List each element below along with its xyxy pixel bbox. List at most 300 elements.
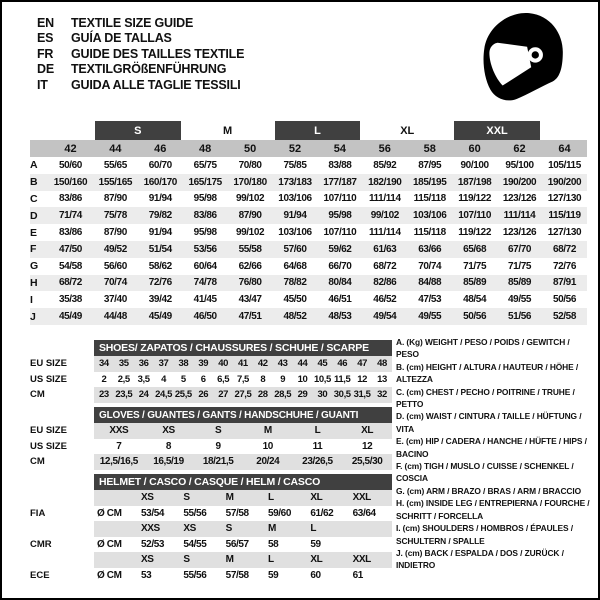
language-title: TEXTILE SIZE GUIDE [71, 16, 194, 30]
size-value-cell: 123/126 [502, 193, 537, 205]
spec-cell: 16,5/19 [144, 454, 194, 470]
size-value-cell: 95/100 [505, 159, 534, 171]
size-value-cell: 111/114 [503, 210, 536, 222]
size-value-cell: 74/78 [193, 277, 217, 289]
spec-row [30, 454, 392, 470]
spec-cell: 45 [312, 356, 332, 372]
size-value-cell: 107/110 [323, 193, 357, 205]
helmet-size-cell: 55/56 [183, 569, 207, 581]
helmet-standard-label: FIA [30, 507, 46, 519]
legend-item: E. (cm) HIP / CADERA / HANCHE / HÜFTE / HIPS / BACINO [396, 436, 587, 459]
size-column-header: 64 [542, 140, 587, 157]
size-value-cell: 190/200 [547, 176, 582, 188]
size-value-cell: 70/74 [103, 277, 127, 289]
spec-row-label: US SIZE [30, 373, 67, 385]
helmet-size-cell: 59 [310, 538, 321, 550]
size-value-cell: 83/86 [58, 193, 82, 205]
spacer-cell [30, 490, 94, 506]
spec-row-label: US SIZE [30, 440, 67, 452]
measurement-row-c [30, 191, 587, 208]
size-value-cell: 165/175 [188, 176, 222, 188]
helmet-section-title: HELMET / CASCO / CASQUE / HELM / CASCO [94, 474, 392, 490]
spec-cell: 28,5 [273, 387, 293, 403]
size-value-cell: 95/98 [328, 210, 352, 222]
gloves-section-title: GLOVES / GUANTES / GANTS / HANDSCHUHE / GUANTI [94, 407, 392, 423]
helmet-size-cell: 54/55 [183, 538, 207, 550]
size-value-cell: 61/63 [373, 243, 397, 255]
size-value-cell: 66/70 [328, 260, 352, 272]
size-value-cell: 127/130 [547, 193, 582, 205]
shoes-section-title: SHOES/ ZAPATOS / CHAUSSURES / SCHUHE / SCARPE [94, 340, 392, 356]
spec-cell: 12 [357, 373, 367, 385]
size-column-header: 54 [317, 140, 362, 157]
spec-cell: 8 [165, 440, 172, 452]
size-value-cell: 150/160 [53, 176, 88, 188]
size-value-cell: 52/58 [552, 311, 576, 323]
helmet-size-cell: 58 [267, 538, 279, 550]
spec-row [30, 439, 392, 455]
helmet-standard-label: CMR [30, 538, 52, 550]
size-value-cell: 71/75 [508, 260, 532, 272]
spec-cell: XL [342, 423, 392, 439]
spec-cell: 12 [361, 440, 373, 452]
helmet-size-label: XXL [350, 552, 392, 568]
spec-cell: 24,5 [154, 387, 174, 403]
helmet-standard-row-cmr [30, 537, 392, 553]
spec-cell: 13 [377, 373, 387, 385]
helmet-size-label: L [307, 521, 349, 537]
spacer-cell [94, 521, 138, 537]
helmet-size-cell: 63/64 [352, 507, 376, 519]
size-group-label-xl: XL [400, 124, 415, 137]
size-value-cell: 91/94 [148, 193, 172, 205]
size-value-cell: 48/53 [328, 311, 352, 323]
size-column-header: 50 [228, 140, 273, 157]
size-value-cell: 87/90 [103, 227, 127, 239]
spec-cell: XXS [94, 423, 144, 439]
size-value-cell: 56/60 [103, 260, 127, 272]
size-value-cell: 49/55 [418, 311, 442, 323]
helmet-size-cell: 56/57 [225, 538, 249, 550]
size-value-cell: 35/38 [58, 294, 82, 306]
size-value-cell: 187/198 [457, 176, 492, 188]
spec-cell: 11,5 [334, 373, 351, 385]
shoes-size-table [30, 340, 392, 403]
spec-cell: 38 [173, 356, 193, 372]
spec-cell: 30,5 [332, 387, 352, 403]
spec-row-label: EU SIZE [30, 425, 67, 437]
measurement-row-i [30, 291, 587, 308]
size-value-cell: 44/48 [103, 311, 127, 323]
spec-cell: 18/21,5 [193, 454, 243, 470]
spec-cell: 2 [101, 373, 107, 385]
spacer-cell [94, 490, 138, 506]
racing-helmet-icon [470, 6, 572, 108]
size-group-label-m: M [223, 124, 233, 137]
measurement-row-e [30, 224, 587, 241]
size-value-cell: 71/75 [463, 260, 487, 272]
size-value-cell: 72/76 [148, 277, 172, 289]
size-value-cell: 55/65 [103, 159, 127, 171]
spec-cell: 5 [180, 373, 186, 385]
size-value-cell: 103/106 [278, 227, 312, 239]
size-value-cell: 63/66 [418, 243, 442, 255]
helmet-size-cell [350, 537, 392, 553]
size-column-header: 48 [183, 140, 228, 157]
spec-cell: 28 [253, 387, 273, 403]
size-value-cell: 65/68 [463, 243, 487, 255]
measurement-row-b [30, 174, 587, 191]
row-label: E [30, 226, 38, 239]
size-group-label-l: L [273, 121, 363, 140]
size-value-cell: 65/75 [193, 159, 217, 171]
spec-cell: 30 [312, 387, 332, 403]
size-value-cell: 54/58 [58, 260, 82, 272]
size-value-cell: 39/42 [148, 294, 172, 306]
spec-cell: 46 [332, 356, 352, 372]
helmet-standard-row-ece [30, 568, 392, 584]
helmet-size-cell: 59 [267, 569, 279, 581]
size-value-cell: 45/49 [58, 311, 82, 323]
size-value-cell: 123/126 [502, 227, 537, 239]
size-value-cell: 47/51 [238, 311, 262, 323]
size-value-cell: 85/92 [373, 159, 397, 171]
textile-size-table [30, 121, 587, 325]
size-value-cell: 99/102 [235, 193, 265, 205]
size-value-cell: 46/50 [193, 311, 217, 323]
spec-cell: 10 [297, 373, 308, 385]
helmet-size-table [30, 474, 392, 583]
legend-item: J. (cm) BACK / ESPALDA / DOS / ZURÜCK / INDIETRO [396, 547, 564, 571]
spec-cell: 26 [193, 387, 213, 403]
spec-row [30, 423, 392, 439]
spec-cell: 27,5 [233, 387, 253, 403]
size-value-cell: 85/89 [463, 277, 487, 289]
legend-item: C. (cm) CHEST / PECHO / POITRINE / TRUHE / PETTO [396, 386, 575, 410]
size-value-cell: 83/86 [58, 227, 82, 239]
size-value-cell: 50/56 [552, 294, 576, 306]
spec-cell: 25,5/30 [342, 454, 392, 470]
spec-cell: 39 [193, 356, 213, 372]
legend-item: D. (cm) WAIST / CINTURA / TAILLE / HÜFTUNG / VITA [396, 411, 582, 434]
helmet-size-label: M [223, 552, 265, 568]
row-label: A [30, 159, 38, 172]
measurement-row-d [30, 207, 587, 224]
size-value-cell: 49/52 [103, 243, 127, 255]
size-value-cell: 64/68 [283, 260, 307, 272]
row-label: F [30, 243, 37, 256]
helmet-size-label: S [180, 490, 222, 506]
row-label: B [30, 176, 38, 189]
size-column-header: 46 [138, 140, 183, 157]
spec-cell: 23 [94, 387, 114, 403]
size-value-cell: 83/86 [193, 210, 217, 222]
legend-item: G. (cm) ARM / BRAZO / BRAS / ARM / BRACCIO [396, 485, 582, 496]
size-value-cell: 111/114 [368, 227, 401, 239]
size-value-cell: 119/122 [458, 227, 491, 239]
size-value-cell: 60/64 [193, 260, 217, 272]
spec-cell: 23/26,5 [293, 454, 343, 470]
helmet-size-label: XXS [138, 521, 180, 537]
size-value-cell: 62/66 [238, 260, 262, 272]
spacer-cell [30, 140, 48, 157]
language-row [37, 31, 244, 46]
size-value-cell: 47/50 [58, 243, 82, 255]
helmet-size-label-row [30, 521, 392, 537]
size-value-cell: 90/100 [460, 159, 489, 171]
language-title: TEXTILGRÖßENFÜHRUNG [71, 62, 227, 77]
size-value-cell: 46/51 [328, 294, 352, 306]
spec-cell: 36 [134, 356, 154, 372]
size-value-cell: 185/195 [413, 176, 447, 188]
helmet-size-cell: 61/62 [310, 507, 334, 519]
spec-cell: 20/24 [243, 454, 293, 470]
spacer-cell [94, 552, 138, 568]
size-value-cell: 57/60 [283, 243, 307, 255]
gloves-size-table [30, 407, 392, 470]
spec-cell: 44 [293, 356, 313, 372]
size-value-cell: 70/80 [238, 159, 262, 171]
language-code: DE [37, 62, 54, 77]
spec-cell: 48 [372, 356, 392, 372]
spec-row [30, 387, 392, 403]
section-title-row [30, 407, 392, 423]
size-value-cell: 72/76 [552, 260, 576, 272]
spec-cell: 9 [280, 373, 286, 385]
size-value-cell: 45/49 [148, 311, 172, 323]
legend-item: I. (cm) SHOULDERS / HOMBROS / ÉPAULES / SCHULTERN / SPALLE [396, 523, 573, 546]
size-value-cell: 75/78 [103, 210, 127, 222]
measurement-row-g [30, 258, 587, 275]
spec-cell: 4 [161, 373, 166, 385]
helmet-size-cell: 52/53 [141, 538, 165, 550]
size-column-header: 42 [48, 140, 93, 157]
helmet-size-label: XL [307, 552, 349, 568]
language-row [37, 16, 244, 31]
size-value-cell: 80/84 [328, 277, 352, 289]
spec-row-label: CM [30, 456, 45, 468]
legend-item: H. (cm) INSIDE LEG / ENTREPIERNA / FOURCHE / SCHRITT / FORCELLA [396, 498, 590, 521]
row-label: C [30, 192, 38, 205]
measurement-row-f [30, 241, 587, 258]
spec-cell: 9 [215, 440, 221, 452]
size-column-header: 52 [273, 140, 318, 157]
helmet-size-label: XXL [350, 490, 392, 506]
size-value-cell: 49/55 [508, 294, 532, 306]
language-row [37, 47, 244, 62]
helmet-size-cell: 59/60 [267, 507, 292, 519]
spec-cell: 31,5 [352, 387, 372, 403]
size-value-cell: 115/119 [548, 210, 581, 222]
size-group-label-s: S [93, 121, 183, 140]
size-value-cell: 82/86 [373, 277, 397, 289]
spec-cell: 25,5 [173, 387, 193, 403]
size-value-cell: 49/54 [373, 311, 397, 323]
size-value-cell: 58/62 [148, 260, 172, 272]
size-number-row [30, 140, 587, 157]
size-value-cell: 107/110 [458, 210, 491, 222]
helmet-size-label: L [265, 490, 307, 506]
helmet-size-label-row [30, 552, 392, 568]
helmet-size-cell: 61 [352, 569, 363, 581]
helmet-standard-label: ECE [30, 569, 50, 581]
spec-cell: 12,5/16,5 [94, 454, 144, 470]
spec-cell: 34 [94, 356, 114, 372]
size-column-header: 60 [452, 140, 497, 157]
helmet-standard-row-fia [30, 506, 392, 522]
spec-row-label: EU SIZE [30, 358, 67, 370]
size-value-cell: 71/74 [58, 210, 82, 222]
spec-cell: 42 [253, 356, 273, 372]
language-row [37, 78, 244, 93]
size-value-cell: 41/45 [193, 294, 217, 306]
size-value-cell: 170/180 [233, 176, 267, 188]
helmet-size-label: XL [307, 490, 349, 506]
helmet-size-label: XS [180, 521, 222, 537]
spec-cell: 37 [154, 356, 174, 372]
size-value-cell: 91/94 [283, 210, 307, 222]
helmet-size-label [350, 521, 392, 537]
size-value-cell: 75/85 [283, 159, 307, 171]
helmet-unit-label: Ø CM [97, 569, 122, 581]
size-value-cell: 55/58 [238, 243, 262, 255]
measurement-row-a [30, 157, 587, 174]
measurement-row-h [30, 275, 587, 292]
size-value-cell: 50/60 [58, 159, 82, 171]
spec-cell: 41 [233, 356, 253, 372]
size-value-cell: 68/72 [58, 277, 82, 289]
size-value-cell: 95/98 [193, 227, 217, 239]
helmet-size-cell: 60 [310, 569, 321, 581]
spec-row-label: CM [30, 389, 45, 401]
size-value-cell: 103/106 [278, 193, 312, 205]
size-value-cell: 50/56 [463, 311, 487, 323]
size-value-cell: 70/74 [418, 260, 442, 272]
spec-cell: 11 [312, 440, 323, 452]
size-value-cell: 103/106 [413, 210, 447, 222]
size-value-cell: 160/170 [143, 176, 177, 188]
size-value-cell: 45/50 [283, 294, 307, 306]
helmet-size-label: S [223, 521, 265, 537]
section-title-row [30, 474, 392, 490]
spec-cell: 6 [200, 373, 206, 385]
row-label: D [30, 209, 38, 222]
helmet-size-cell: 57/58 [225, 507, 249, 519]
language-code: EN [37, 16, 54, 30]
legend-item: A. (Kg) WEIGHT / PESO / POIDS / GEWITCH / PESO [396, 337, 570, 360]
spacer-cell [30, 474, 94, 490]
size-group-label-xxl: XXL [452, 121, 542, 140]
helmet-size-label: XS [138, 552, 180, 568]
language-title: GUIDE DES TAILLES TEXTILE [71, 46, 245, 61]
spacer-cell [30, 552, 94, 568]
size-value-cell: 48/52 [283, 311, 307, 323]
size-value-cell: 119/122 [458, 193, 491, 205]
size-value-cell: 68/72 [552, 243, 576, 255]
size-value-cell: 67/70 [508, 243, 532, 255]
size-value-cell: 127/130 [547, 227, 582, 239]
spec-cell: 40 [213, 356, 233, 372]
spec-cell: 35 [114, 356, 134, 372]
size-value-cell: 95/98 [193, 193, 217, 205]
spacer-cell [30, 521, 94, 537]
size-group-row [30, 121, 587, 140]
row-label: G [30, 260, 39, 273]
size-value-cell: 51/56 [508, 311, 532, 323]
row-label: H [30, 276, 38, 289]
size-value-cell: 155/165 [98, 176, 133, 188]
spec-cell: 10,5 [313, 373, 331, 385]
size-value-cell: 85/89 [508, 277, 532, 289]
size-value-cell: 76/80 [238, 277, 262, 289]
helmet-size-label: S [180, 552, 222, 568]
size-value-cell: 105/115 [548, 159, 581, 171]
helmet-size-label: M [223, 490, 265, 506]
measurement-row-j [30, 308, 587, 325]
size-value-cell: 115/118 [413, 227, 446, 239]
spacer-cell [30, 340, 94, 356]
spec-cell: 7,5 [236, 373, 249, 385]
size-value-cell: 68/72 [373, 260, 397, 272]
helmet-size-cell: 57/58 [225, 569, 249, 581]
row-label: I [30, 293, 33, 306]
size-value-cell: 173/183 [278, 176, 312, 188]
spec-cell: 47 [352, 356, 372, 372]
spec-cell: 6,5 [217, 373, 230, 385]
spec-cell: M [243, 423, 293, 439]
helmet-unit-label: Ø CM [97, 538, 122, 550]
size-value-cell: 107/110 [323, 227, 357, 239]
size-value-cell: 111/114 [368, 193, 401, 205]
size-value-cell: 84/88 [418, 277, 442, 289]
spec-cell: 2,5 [117, 373, 130, 385]
language-title: GUIDA ALLE TAGLIE TESSILI [71, 77, 241, 92]
spacer-cell [30, 407, 94, 423]
helmet-size-label: XS [138, 490, 180, 506]
helmet-size-cell: 53 [141, 569, 152, 581]
spec-cell: L [293, 423, 343, 439]
size-value-cell: 48/54 [463, 294, 487, 306]
spacer-cell [542, 121, 587, 140]
size-value-cell: 51/54 [148, 243, 172, 255]
size-value-cell: 60/70 [148, 159, 172, 171]
size-value-cell: 78/82 [283, 277, 307, 289]
size-value-cell: 43/47 [238, 294, 262, 306]
size-value-cell: 59/62 [328, 243, 352, 255]
spec-cell: S [193, 423, 243, 439]
size-value-cell: 46/52 [373, 294, 397, 306]
spec-row [30, 356, 392, 372]
helmet-size-label-row [30, 490, 392, 506]
size-value-cell: 37/40 [103, 294, 127, 306]
size-column-header: 62 [497, 140, 542, 157]
size-value-cell: 87/90 [238, 210, 262, 222]
legend-item: F. (cm) TIGH / MUSLO / CUISSE / SCHENKEL / COSCIA [396, 461, 574, 484]
size-column-header: 44 [93, 140, 138, 157]
language-code: IT [37, 77, 48, 92]
spec-cell: 29 [293, 387, 313, 403]
size-column-header: 56 [362, 140, 407, 157]
size-value-cell: 79/82 [148, 210, 172, 222]
helmet-size-cell: 55/56 [183, 507, 207, 519]
size-value-cell: 182/190 [368, 176, 402, 188]
spec-cell: 10 [262, 440, 273, 452]
size-value-cell: 87/90 [103, 193, 127, 205]
size-value-cell: 177/187 [323, 176, 357, 188]
spec-cell: XS [144, 423, 194, 439]
spec-cell: 27 [213, 387, 233, 403]
size-value-cell: 99/102 [235, 227, 265, 239]
